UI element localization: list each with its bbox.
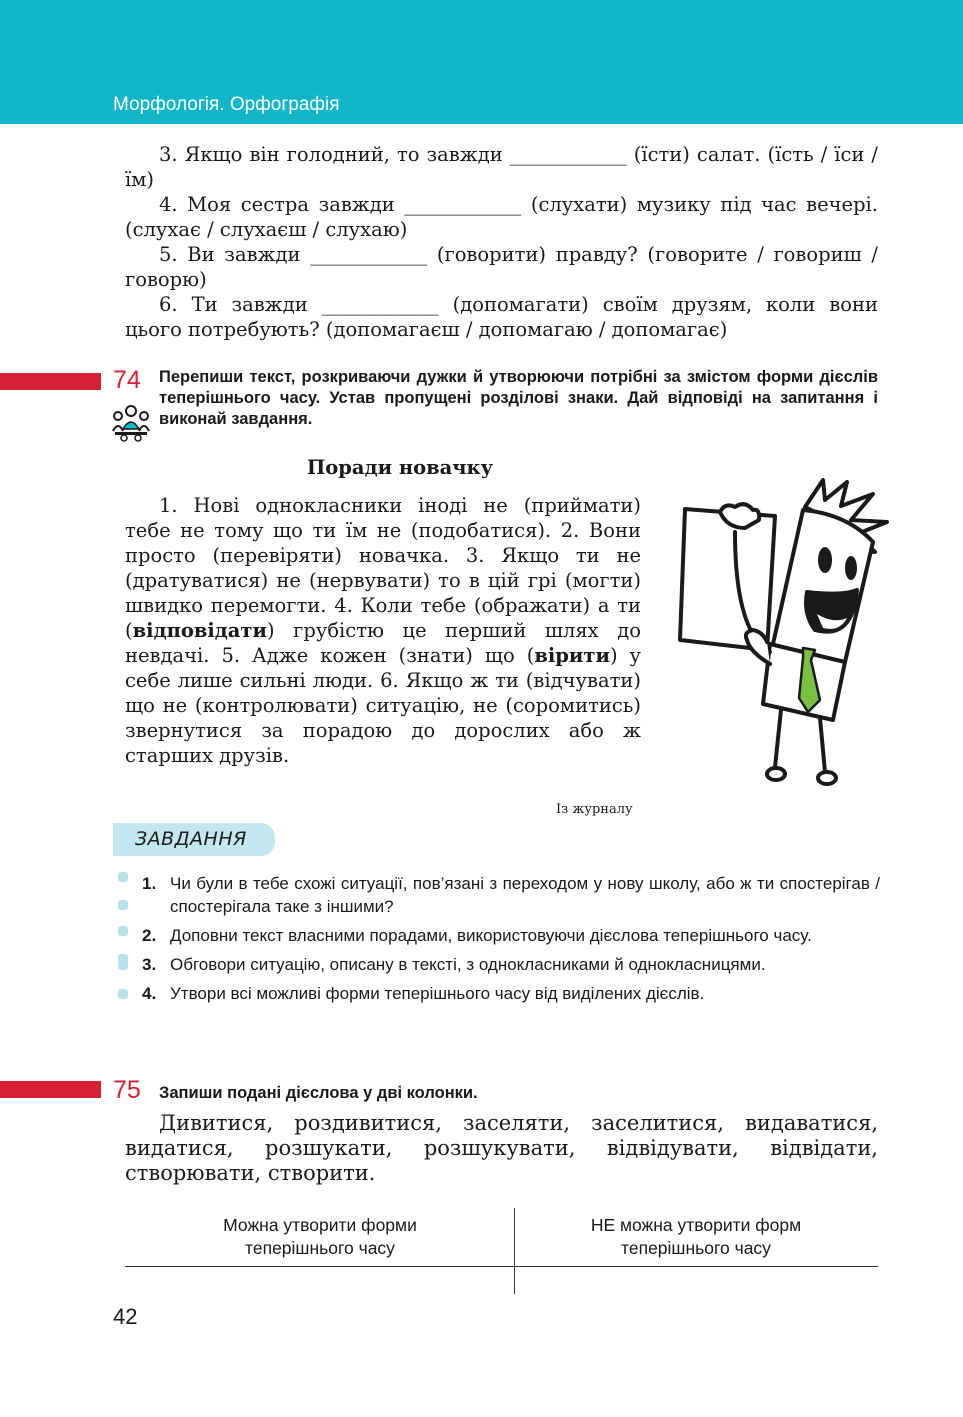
- section-title: Морфологія. Орфографія: [113, 94, 340, 115]
- page-number: 42: [113, 1304, 138, 1329]
- bullet-icon: [118, 872, 128, 882]
- task-number: 2.: [142, 926, 157, 945]
- task-list: [118, 872, 880, 1011]
- advice-text: [125, 493, 641, 768]
- bullet-icon: [118, 960, 128, 970]
- exercise-marker-bar: [0, 1081, 101, 1098]
- bullet-icon: [118, 926, 128, 936]
- exercise-marker-bar: [0, 373, 101, 390]
- list-item: [118, 953, 880, 976]
- exercise-number: 75: [113, 1076, 141, 1104]
- task-number: 1.: [142, 874, 157, 893]
- text-title: Поради новачку: [306, 456, 494, 479]
- list-item: [118, 872, 880, 918]
- exercise-instruction: Запиши подані дієслова у дві колонки.: [159, 1084, 478, 1102]
- verb-list: Дивитися, роздивитися, заселяти, заселитися, видаватися, видатися, розшукати, розшукувати, відвідувати, відвідати, створювати, створити.: [125, 1111, 878, 1185]
- cartoon-man-illustration: [675, 472, 915, 792]
- text-part: 1. Нові однокласники іноді не (приймати) тебе не тому що ти їм не (подобатися). 2. Вони просто (перевіряти) новачка. 3. Якщо ти не (дратуватися) не (нервувати) то в цій грі (могти) швидко перемогти. 4. Коли тебе (ображати) а ти (: [125, 494, 641, 642]
- header-band: [0, 0, 963, 124]
- task-text: Доповни текст власними порадами, використовуючи дієслова теперішнього часу.: [170, 926, 812, 945]
- sentence: 5. Ви завжди ____________ (говорити) правду? (говорите / говориш / говорю): [125, 243, 878, 291]
- previous-exercise-sentences: [125, 142, 878, 342]
- task-text: Чи були в тебе схожі ситуації, пов’язані з переходом у нову школу, або ж ти спостерігав / спостерігала таке з іншими?: [170, 874, 880, 916]
- tasks-label: ЗАВДАННЯ: [135, 828, 247, 850]
- table-header-can: Можна утворити форми теперішнього часу: [223, 1215, 417, 1258]
- tasks-label-badge: [113, 823, 275, 856]
- sentence: 3. Якщо він голодний, то завжди ____________ (їсти) салат. (їсть / їси / їм): [125, 143, 878, 191]
- table-header-divider: [125, 1266, 878, 1267]
- task-text: Утвори всі можливі форми теперішнього часу від виділених дієслів.: [170, 984, 705, 1003]
- text-part: ) у себе лише сильні люди. 6. Якщо ж ти (відчувати) що не (контролювати) ситуацію, не (соромитись) звернутися за порадою до дорослих або ж старших друзів.: [125, 644, 641, 767]
- sentence: 4. Моя сестра завжди ____________ (слухати) музику під час вечері. (слухає / слухаєш / слухаю): [125, 193, 878, 241]
- sentence: 6. Ти завжди ____________ (допомагати) своїм друзям, коли вони цього потребують? (допомагаєш / допомагаю / допомагає): [125, 293, 878, 341]
- bullet-icon: [118, 989, 128, 999]
- exercise-instruction: Перепиши текст, розкриваючи дужки й утворюючи потрібні за змістом форми дієслів теперішнього часу. Устав пропущені розділові знаки. Дай відповіді на запитання і виконай завдання.: [159, 368, 878, 428]
- table-column-divider: [514, 1208, 515, 1294]
- text-part: ) грубістю це перший шлях до невдачі. 5. Адже кожен (знати) що (: [125, 619, 641, 667]
- task-number: 3.: [142, 955, 157, 974]
- task-text: Обговори ситуацію, описану в тексті, з однокласниками й однокласницями.: [170, 955, 766, 974]
- text-source: Із журналу: [556, 802, 633, 817]
- group-work-icon: [111, 403, 151, 443]
- bullet-icon: [118, 900, 128, 910]
- highlighted-verb: вірити: [534, 644, 610, 667]
- highlighted-verb: відповідати: [132, 619, 267, 642]
- task-number: 4.: [142, 984, 157, 1003]
- table-header-cannot: НЕ можна утворити форм теперішнього часу: [590, 1215, 802, 1258]
- list-item: [118, 982, 880, 1005]
- exercise-number: 74: [113, 366, 141, 394]
- list-item: [118, 924, 880, 947]
- verb-list-text: [125, 1111, 878, 1186]
